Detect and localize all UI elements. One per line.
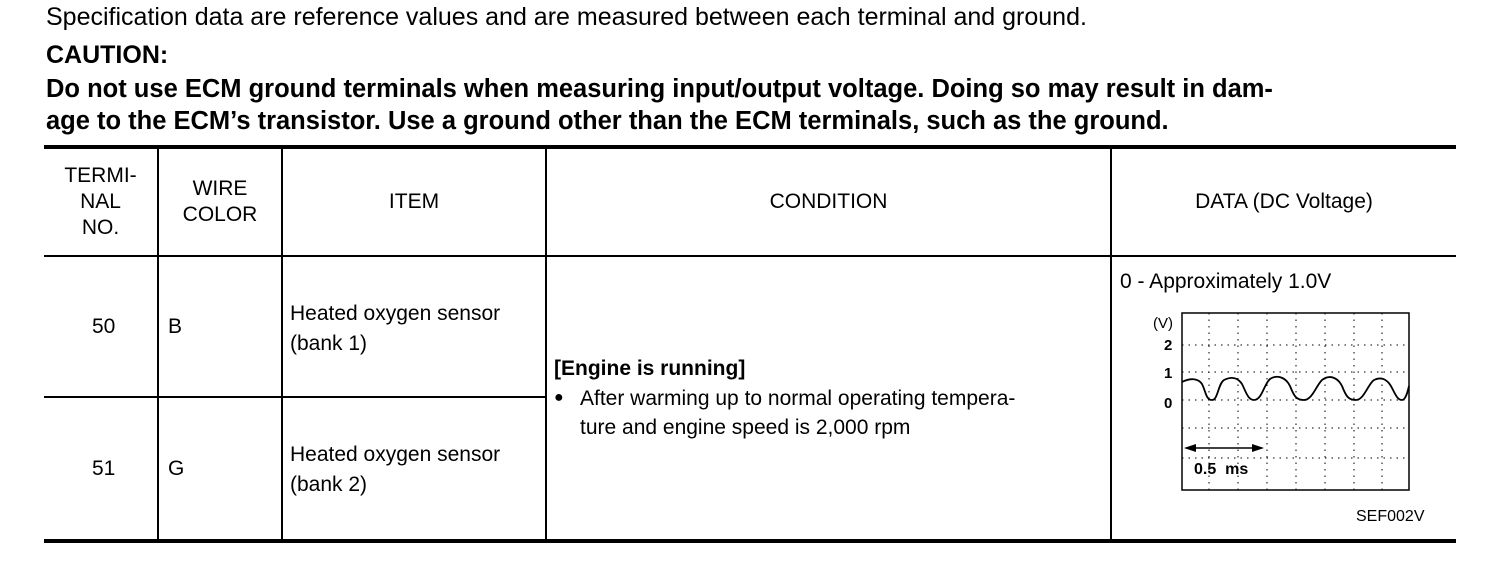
condition-cell — [554, 354, 1104, 442]
header-item: ITEM — [388, 190, 440, 213]
row-1-terminal: 50 — [92, 315, 116, 338]
caution-line-1: Do not use ECM ground terminals when measuring input/output voltage. Doing so may result in dam- — [46, 75, 1273, 103]
row-2-item: Heated oxygen sensor (bank 2) — [290, 443, 501, 496]
intro-text: Specification data are reference values and are measured between each terminal and ground. — [46, 3, 1087, 31]
header-bottom-rule — [44, 255, 1456, 257]
caution-heading: CAUTION: — [46, 41, 169, 69]
header-terminal-no: TERMI- NAL NO. — [64, 164, 137, 239]
waveform-y-label-1: 1 — [1164, 365, 1173, 382]
arrow-left-icon — [1184, 444, 1196, 452]
row-2-terminal: 51 — [92, 457, 116, 480]
row-divider — [44, 396, 546, 398]
figure-id: SEF002V — [1356, 508, 1425, 525]
header-condition: CONDITION — [769, 190, 888, 213]
waveform-unit-label: (V) — [1153, 315, 1173, 332]
data-value: 0 - Approximately 1.0V — [1120, 270, 1332, 293]
waveform-time-label: 0.5 ms — [1194, 461, 1249, 478]
row-1-wire-color: B — [168, 315, 183, 338]
caution-body — [46, 73, 1456, 137]
row-1-item: Heated oxygen sensor (bank 1) — [290, 302, 501, 355]
waveform-trace — [1182, 377, 1409, 400]
header-wire-color: WIRE COLOR — [182, 177, 258, 226]
waveform-y-label-2: 2 — [1164, 337, 1173, 354]
row-2-wire-color: G — [168, 457, 185, 480]
caution-line-2: age to the ECM’s transistor. Use a ground other than the ECM terminals, such as the ground. — [46, 107, 1169, 135]
header-data: DATA (DC Voltage) — [1195, 190, 1373, 213]
bullet-icon: ● — [554, 389, 564, 406]
voltage-waveform-figure — [1112, 300, 1452, 540]
waveform-y-label-0: 0 — [1164, 395, 1173, 412]
condition-bullet-text: After warming up to normal operating tempera- ture and engine speed is 2,000 rpm — [580, 387, 1016, 439]
condition-title: [Engine is running] — [554, 357, 746, 380]
arrow-right-icon — [1252, 444, 1264, 452]
